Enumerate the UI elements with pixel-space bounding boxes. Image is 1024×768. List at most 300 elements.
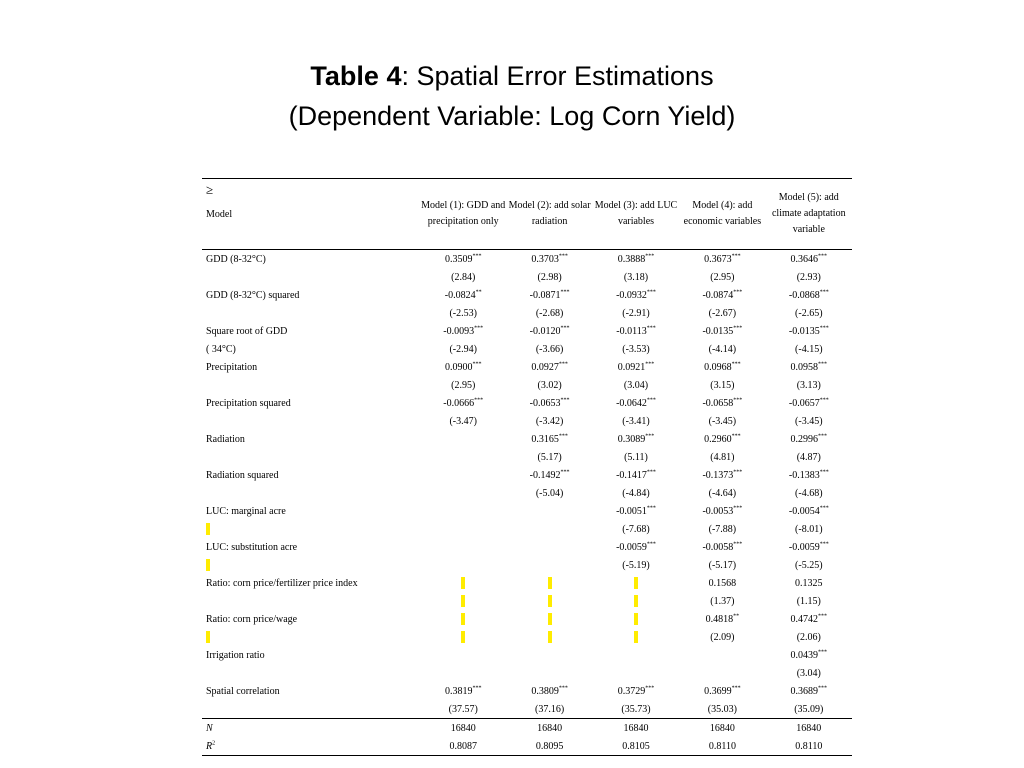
table-row (202, 250, 852, 269)
coef-cell (679, 646, 765, 664)
coef-cell (506, 430, 592, 448)
coef-cell (679, 358, 765, 376)
t-stat-value: (2.95) (710, 271, 735, 283)
coef-value: 0.3646 (790, 253, 819, 265)
significance-stars: *** (560, 397, 570, 404)
highlight-mark (548, 613, 552, 625)
r2-value: 0.8087 (420, 737, 506, 756)
t-stat-value: (-8.01) (795, 523, 823, 535)
row-label-text: LUC: substitution acre (206, 541, 298, 553)
t-stat-cell (506, 664, 592, 682)
t-stat-cell (766, 556, 852, 574)
t-stat-cell (506, 556, 592, 574)
coef-cell (420, 322, 506, 340)
t-stat-value: (2.06) (796, 631, 821, 643)
t-stat-cell (420, 556, 506, 574)
coef-cell (593, 322, 679, 340)
row-label-text: Irrigation ratio (206, 649, 265, 661)
row-label-text: Radiation squared (206, 469, 279, 481)
row-label-secondary (202, 412, 420, 430)
t-stat-value: (-2.68) (535, 307, 564, 319)
t-stat-cell (506, 484, 592, 502)
row-label-secondary (202, 448, 420, 466)
n-value: 16840 (420, 719, 506, 738)
row-label-secondary (202, 628, 420, 646)
coef-cell (679, 682, 765, 700)
t-stat-value: (-3.66) (535, 343, 564, 355)
title-line-1 (0, 56, 1024, 96)
t-stat-cell (766, 412, 852, 430)
row-label-text: Spatial correlation (206, 685, 280, 697)
t-stat-cell (679, 448, 765, 466)
coef-value: -0.0657 (788, 397, 820, 409)
n-value: 16840 (766, 719, 852, 738)
t-stat-cell (593, 376, 679, 394)
t-stat-cell (593, 340, 679, 358)
coef-cell (506, 250, 592, 269)
significance-stars: *** (558, 361, 568, 368)
t-stat-cell (420, 448, 506, 466)
table-row (202, 448, 852, 466)
table-row (202, 700, 852, 719)
coef-value: -0.0058 (702, 541, 734, 553)
coef-cell (506, 502, 592, 520)
significance-stars: *** (733, 541, 743, 548)
coef-cell (420, 502, 506, 520)
coef-value: -0.0054 (788, 505, 820, 517)
t-stat-value: (-3.41) (622, 415, 650, 427)
coef-cell (593, 394, 679, 412)
t-stat-cell (420, 520, 506, 538)
significance-stars: *** (472, 361, 482, 368)
geq-symbol: ≥ (206, 182, 214, 197)
coef-value: 0.3809 (531, 685, 559, 697)
t-stat-cell (679, 556, 765, 574)
t-stat-cell (506, 628, 592, 646)
row-label-text: Square root of GDD (206, 325, 288, 337)
t-stat-cell (593, 448, 679, 466)
table-row (202, 412, 852, 430)
significance-stars: *** (646, 289, 656, 296)
t-stat-value: (-5.04) (535, 487, 564, 499)
significance-stars: *** (819, 325, 829, 332)
row-label-secondary (202, 340, 420, 358)
significance-stars: *** (818, 613, 828, 620)
coef-value: 0.3089 (617, 433, 646, 445)
coef-cell (766, 682, 852, 700)
table-row (202, 304, 852, 322)
significance-stars: *** (733, 469, 743, 476)
t-stat-value: (1.15) (796, 595, 821, 607)
coef-cell (679, 430, 765, 448)
t-stat-value: (-2.91) (622, 307, 650, 319)
title-line-2: (Dependent Variable: Log Corn Yield) (288, 101, 736, 131)
significance-stars: *** (818, 685, 828, 692)
coef-value: 0.1568 (708, 577, 737, 589)
coef-value: -0.1492 (529, 469, 561, 481)
t-stat-cell (506, 376, 592, 394)
t-stat-cell (420, 412, 506, 430)
coef-cell (593, 646, 679, 664)
significance-stars: *** (472, 253, 482, 260)
header-model-5: Model (5): add climate adaptation variable (766, 179, 852, 250)
coef-cell (593, 466, 679, 484)
r2-value: 0.8110 (679, 737, 765, 756)
coef-cell (593, 574, 679, 592)
coef-value: -0.0120 (529, 325, 561, 337)
slide-title (0, 56, 1024, 136)
t-stat-cell (593, 664, 679, 682)
highlight-mark (548, 595, 552, 607)
significance-stars: *** (646, 541, 656, 548)
coef-cell (766, 646, 852, 664)
n-value: 16840 (679, 719, 765, 738)
significance-stars: *** (819, 469, 829, 476)
header-model-cell (202, 179, 420, 250)
t-stat-value: (-4.15) (795, 343, 823, 355)
t-stat-cell (420, 664, 506, 682)
t-stat-cell (593, 556, 679, 574)
r2-value: 0.8105 (593, 737, 679, 756)
t-stat-value: (-2.53) (449, 307, 477, 319)
r2-row (202, 737, 852, 756)
t-stat-value: (-4.14) (708, 343, 737, 355)
t-stat-value: (35.73) (621, 703, 651, 715)
coef-value: 0.1325 (795, 577, 823, 589)
coef-cell (766, 574, 852, 592)
significance-stars: *** (646, 469, 656, 476)
coef-cell (420, 610, 506, 628)
coef-cell (420, 286, 506, 304)
t-stat-value: (35.03) (707, 703, 737, 715)
coef-value: 0.3729 (617, 685, 646, 697)
coef-value: -0.1383 (788, 469, 820, 481)
t-stat-cell (506, 448, 592, 466)
row-label-text: Precipitation (206, 361, 258, 373)
t-stat-value: (2.98) (537, 271, 562, 283)
coef-value: 0.3703 (531, 253, 559, 265)
t-stat-cell (766, 592, 852, 610)
t-stat-value: (-2.94) (449, 343, 477, 355)
n-value: 16840 (593, 719, 679, 738)
significance-stars: *** (819, 397, 829, 404)
t-stat-value: (2.93) (796, 271, 821, 283)
coef-cell (593, 502, 679, 520)
coef-cell (766, 250, 852, 269)
coef-value: -0.0135 (788, 325, 820, 337)
table-row (202, 592, 852, 610)
coef-cell (766, 430, 852, 448)
significance-stars: *** (558, 253, 568, 260)
row-label (202, 250, 420, 269)
significance-stars: *** (646, 505, 656, 512)
coef-value: -0.1373 (702, 469, 734, 481)
coef-cell (679, 394, 765, 412)
row-label-secondary (202, 520, 420, 538)
n-row (202, 719, 852, 738)
coef-cell (593, 682, 679, 700)
coef-cell (766, 538, 852, 556)
row-label-text: Ratio: corn price/fertilizer price index (206, 577, 358, 589)
coef-cell (766, 322, 852, 340)
t-stat-cell (420, 268, 506, 286)
t-stat-cell (420, 304, 506, 322)
table-row (202, 520, 852, 538)
coef-cell (506, 286, 592, 304)
table-row (202, 682, 852, 700)
t-stat-cell (679, 376, 765, 394)
t-stat-cell (766, 520, 852, 538)
t-stat-cell (506, 520, 592, 538)
table-row (202, 268, 852, 286)
coef-value: 0.0900 (444, 361, 473, 373)
row-label-text: GDD (8-32°C) squared (206, 289, 300, 301)
t-stat-value: (-2.65) (795, 307, 823, 319)
row-label-secondary (202, 592, 420, 610)
t-stat-value: (2.09) (710, 631, 735, 643)
table-row (202, 376, 852, 394)
t-stat-value: (37.16) (535, 703, 565, 715)
significance-stars: *** (474, 397, 484, 404)
significance-stars: *** (731, 685, 741, 692)
coef-value: 0.4818 (705, 613, 734, 625)
coef-cell (766, 358, 852, 376)
significance-stars: *** (558, 685, 568, 692)
significance-stars: *** (819, 289, 829, 296)
highlight-mark (206, 631, 210, 643)
coef-cell (506, 538, 592, 556)
coef-value: -0.0653 (529, 397, 561, 409)
significance-stars: *** (474, 325, 484, 332)
highlight-mark (634, 613, 638, 625)
coef-cell (420, 250, 506, 269)
t-stat-cell (766, 700, 852, 719)
highlight-mark (548, 577, 552, 589)
t-stat-value: (3.18) (623, 271, 649, 283)
t-stat-cell (766, 304, 852, 322)
t-stat-value: (3.15) (710, 379, 735, 391)
significance-stars: *** (733, 325, 743, 332)
row-label (202, 466, 420, 484)
coef-cell (766, 466, 852, 484)
table-row (202, 394, 852, 412)
t-stat-cell (506, 340, 592, 358)
t-stat-value: (5.17) (537, 451, 562, 463)
t-stat-cell (506, 268, 592, 286)
highlight-mark (634, 631, 638, 643)
significance-stars: *** (818, 433, 828, 440)
significance-stars: *** (731, 253, 741, 260)
t-stat-cell (593, 592, 679, 610)
table-row (202, 664, 852, 682)
t-stat-cell (506, 412, 592, 430)
significance-stars: *** (819, 505, 829, 512)
coef-value: 0.3888 (617, 253, 646, 265)
table-row (202, 322, 852, 340)
t-stat-cell (679, 340, 765, 358)
coef-cell (506, 394, 592, 412)
r2-value: 0.8110 (766, 737, 852, 756)
t-stat-cell (679, 664, 765, 682)
coef-value: 0.0958 (790, 361, 819, 373)
t-stat-value: (2.84) (451, 271, 476, 283)
t-stat-value: (3.04) (796, 667, 821, 679)
coef-cell (679, 286, 765, 304)
t-stat-cell (506, 304, 592, 322)
row-label (202, 682, 420, 700)
row-label-secondary (202, 304, 420, 322)
significance-stars: *** (646, 325, 656, 332)
t-stat-value: (5.11) (624, 451, 648, 463)
significance-stars: *** (645, 433, 655, 440)
row-label-secondary (202, 376, 420, 394)
significance-stars: *** (818, 253, 828, 260)
row-label (202, 646, 420, 664)
coef-value: 0.0968 (704, 361, 732, 373)
coef-cell (420, 646, 506, 664)
row-label-secondary (202, 700, 420, 719)
t-stat-value: (-7.68) (622, 523, 650, 535)
coef-cell (593, 358, 679, 376)
row-label-text: LUC: marginal acre (206, 505, 286, 517)
t-stat-cell (420, 700, 506, 719)
t-stat-value: (-5.17) (708, 559, 737, 571)
coef-cell (593, 610, 679, 628)
highlight-mark (634, 577, 638, 589)
t-stat-cell (420, 592, 506, 610)
coef-value: -0.0642 (616, 397, 647, 409)
significance-stars: *** (733, 397, 743, 404)
coef-cell (679, 322, 765, 340)
significance-stars: *** (731, 361, 741, 368)
significance-stars: *** (560, 289, 570, 296)
table-row (202, 610, 852, 628)
t-stat-value: (3.02) (537, 379, 562, 391)
coef-cell (679, 250, 765, 269)
table-row (202, 574, 852, 592)
table-row (202, 502, 852, 520)
row-label-text: ( 34°C) (206, 343, 236, 355)
row-label-text: Radiation (206, 433, 245, 445)
t-stat-cell (593, 412, 679, 430)
coef-cell (420, 430, 506, 448)
coef-value: 0.3165 (531, 433, 559, 445)
t-stat-cell (766, 664, 852, 682)
coef-cell (506, 610, 592, 628)
row-label-secondary (202, 664, 420, 682)
r2-label (202, 737, 420, 756)
significance-stars: *** (560, 469, 570, 476)
coef-value: 0.3699 (704, 685, 732, 697)
t-stat-cell (679, 268, 765, 286)
row-label (202, 286, 420, 304)
significance-stars: *** (645, 253, 655, 260)
table-row (202, 358, 852, 376)
coef-value: -0.0135 (702, 325, 734, 337)
t-stat-cell (679, 628, 765, 646)
t-stat-value: (-4.84) (622, 487, 650, 499)
coef-value: 0.3509 (444, 253, 473, 265)
t-stat-value: (-7.88) (708, 523, 737, 535)
t-stat-value: (-3.53) (622, 343, 650, 355)
highlight-mark (206, 559, 210, 571)
significance-stars: *** (560, 325, 570, 332)
coef-value: 0.4742 (790, 613, 819, 625)
coef-cell (593, 286, 679, 304)
row-label-text: Precipitation squared (206, 397, 291, 409)
table-header-row (202, 179, 852, 250)
r2-label-text: R (206, 740, 213, 752)
coef-cell (593, 538, 679, 556)
t-stat-cell (766, 628, 852, 646)
row-label (202, 394, 420, 412)
coef-cell (679, 574, 765, 592)
significance-stars: *** (472, 685, 482, 692)
t-stat-cell (420, 340, 506, 358)
t-stat-cell (766, 376, 852, 394)
significance-stars: *** (731, 433, 741, 440)
row-label-secondary (202, 556, 420, 574)
coef-cell (679, 610, 765, 628)
table-row (202, 646, 852, 664)
highlight-mark (206, 523, 210, 535)
row-label-secondary (202, 268, 420, 286)
table-row (202, 538, 852, 556)
t-stat-value: (35.09) (794, 703, 824, 715)
coef-cell (766, 502, 852, 520)
coef-cell (593, 250, 679, 269)
coef-cell (766, 286, 852, 304)
t-stat-cell (766, 268, 852, 286)
t-stat-value: (-3.45) (708, 415, 737, 427)
coef-cell (679, 538, 765, 556)
coef-cell (679, 502, 765, 520)
coef-cell (420, 394, 506, 412)
coef-cell (420, 574, 506, 592)
coef-value: -0.0059 (788, 541, 820, 553)
table-row (202, 484, 852, 502)
coef-cell (506, 358, 592, 376)
highlight-mark (548, 631, 552, 643)
coef-value: -0.0868 (788, 289, 820, 301)
significance-stars: *** (558, 433, 568, 440)
coef-cell (506, 646, 592, 664)
coef-value: -0.0932 (616, 289, 647, 301)
significance-stars: *** (646, 397, 656, 404)
significance-stars: *** (818, 361, 828, 368)
coef-cell (420, 682, 506, 700)
table-row (202, 286, 852, 304)
coef-value: -0.0051 (616, 505, 647, 517)
header-model-label: Model (206, 209, 233, 220)
t-stat-value: (4.87) (796, 451, 821, 463)
coef-cell (506, 322, 592, 340)
t-stat-cell (766, 448, 852, 466)
significance-stars: *** (733, 505, 743, 512)
t-stat-cell (420, 628, 506, 646)
t-stat-cell (766, 484, 852, 502)
coef-value: 0.0439 (790, 649, 819, 661)
coef-value: 0.3673 (704, 253, 732, 265)
n-label: N (202, 719, 420, 738)
t-stat-value: (2.95) (451, 379, 476, 391)
title-text: : Spatial Error Estimations (401, 61, 714, 91)
table-row (202, 430, 852, 448)
t-stat-value: (-2.67) (708, 307, 737, 319)
coef-value: 0.3819 (444, 685, 473, 697)
t-stat-cell (593, 520, 679, 538)
t-stat-value: (-3.45) (795, 415, 823, 427)
